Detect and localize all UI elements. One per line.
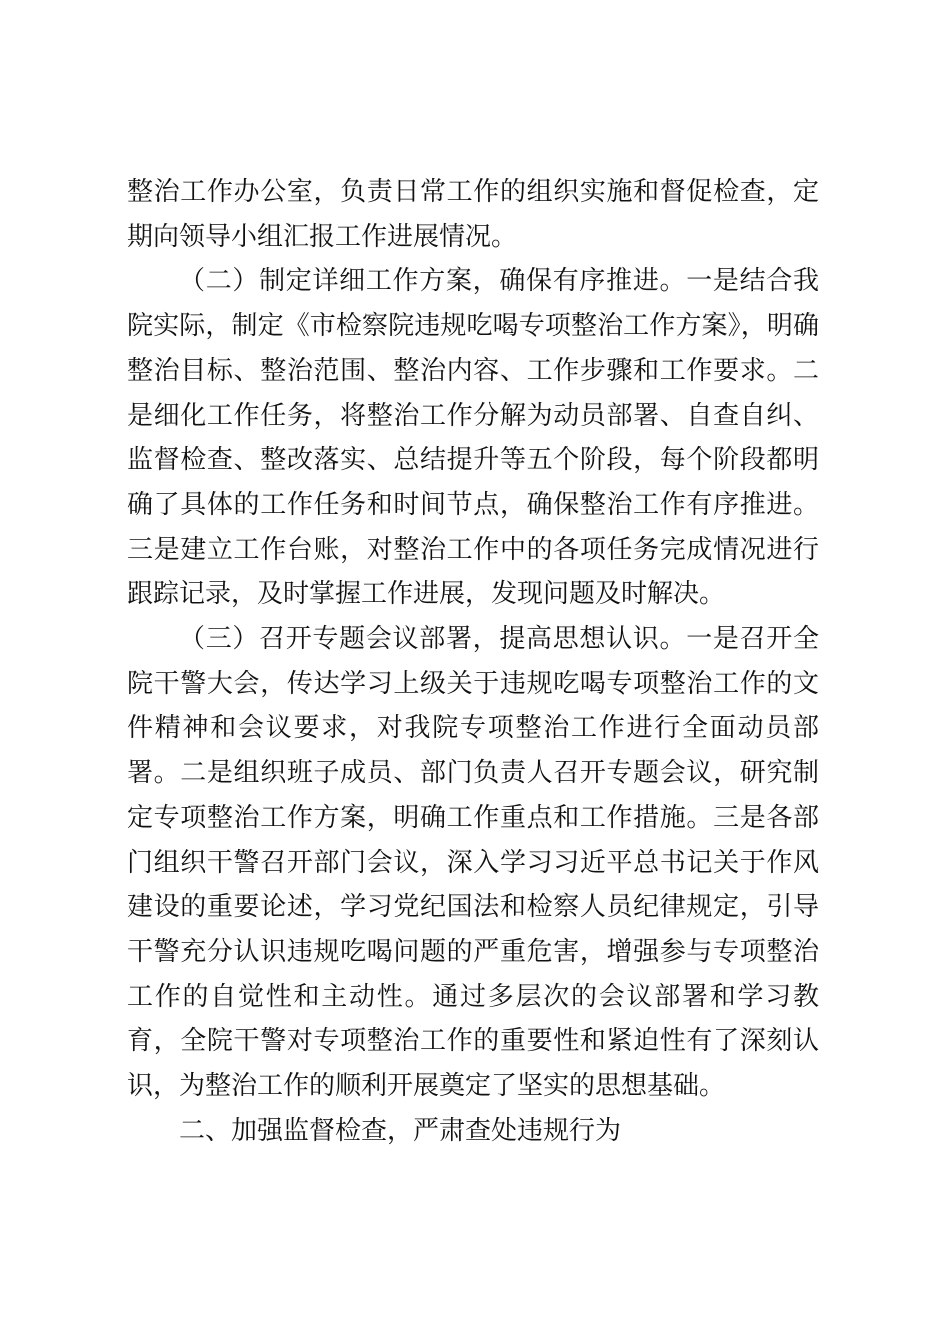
document-body: [127, 170, 819, 1153]
paragraph-section-2: （二）制定详细工作方案，确保有序推进。一是结合我院实际，制定《市检察院违规吃喝专项整治工作方案》，明确整治目标、整治范围、整治内容、工作步骤和工作要求。二是细化工作任务，将整治工作分解为动员部署、自查自纠、监督检查、整改落实、总结提升等五个阶段，每个阶段都明确了具体的工作任务和时间节点，确保整治工作有序推进。三是建立工作台账，对整治工作中的各项任务完成情况进行跟踪记录，及时掌握工作进展，发现问题及时解决。: [127, 266, 819, 610]
paragraph-section-3: （三）召开专题会议部署，提高思想认识。一是召开全院干警大会，传达学习上级关于违规吃喝专项整治工作的文件精神和会议要求，对我院专项整治工作进行全面动员部署。二是组织班子成员、部门负责人召开专题会议，研究制定专项整治工作方案，明确工作重点和工作措施。三是各部门组织干警召开部门会议，深入学习习近平总书记关于作风建设的重要论述，学习党纪国法和检察人员纪律规定，引导干警充分认识违规吃喝问题的严重危害，增强参与专项整治工作的自觉性和主动性。通过多层次的会议部署和学习教育，全院干警对专项整治工作的重要性和紧迫性有了深刻认识，为整治工作的顺利开展奠定了坚实的思想基础。: [127, 624, 819, 1102]
section-heading: 二、加强监督检查，严肃查处违规行为: [179, 1115, 622, 1146]
paragraph-continuation: 整治工作办公室，负责日常工作的组织实施和督促检查，定期向领导小组汇报工作进展情况。: [127, 177, 819, 252]
